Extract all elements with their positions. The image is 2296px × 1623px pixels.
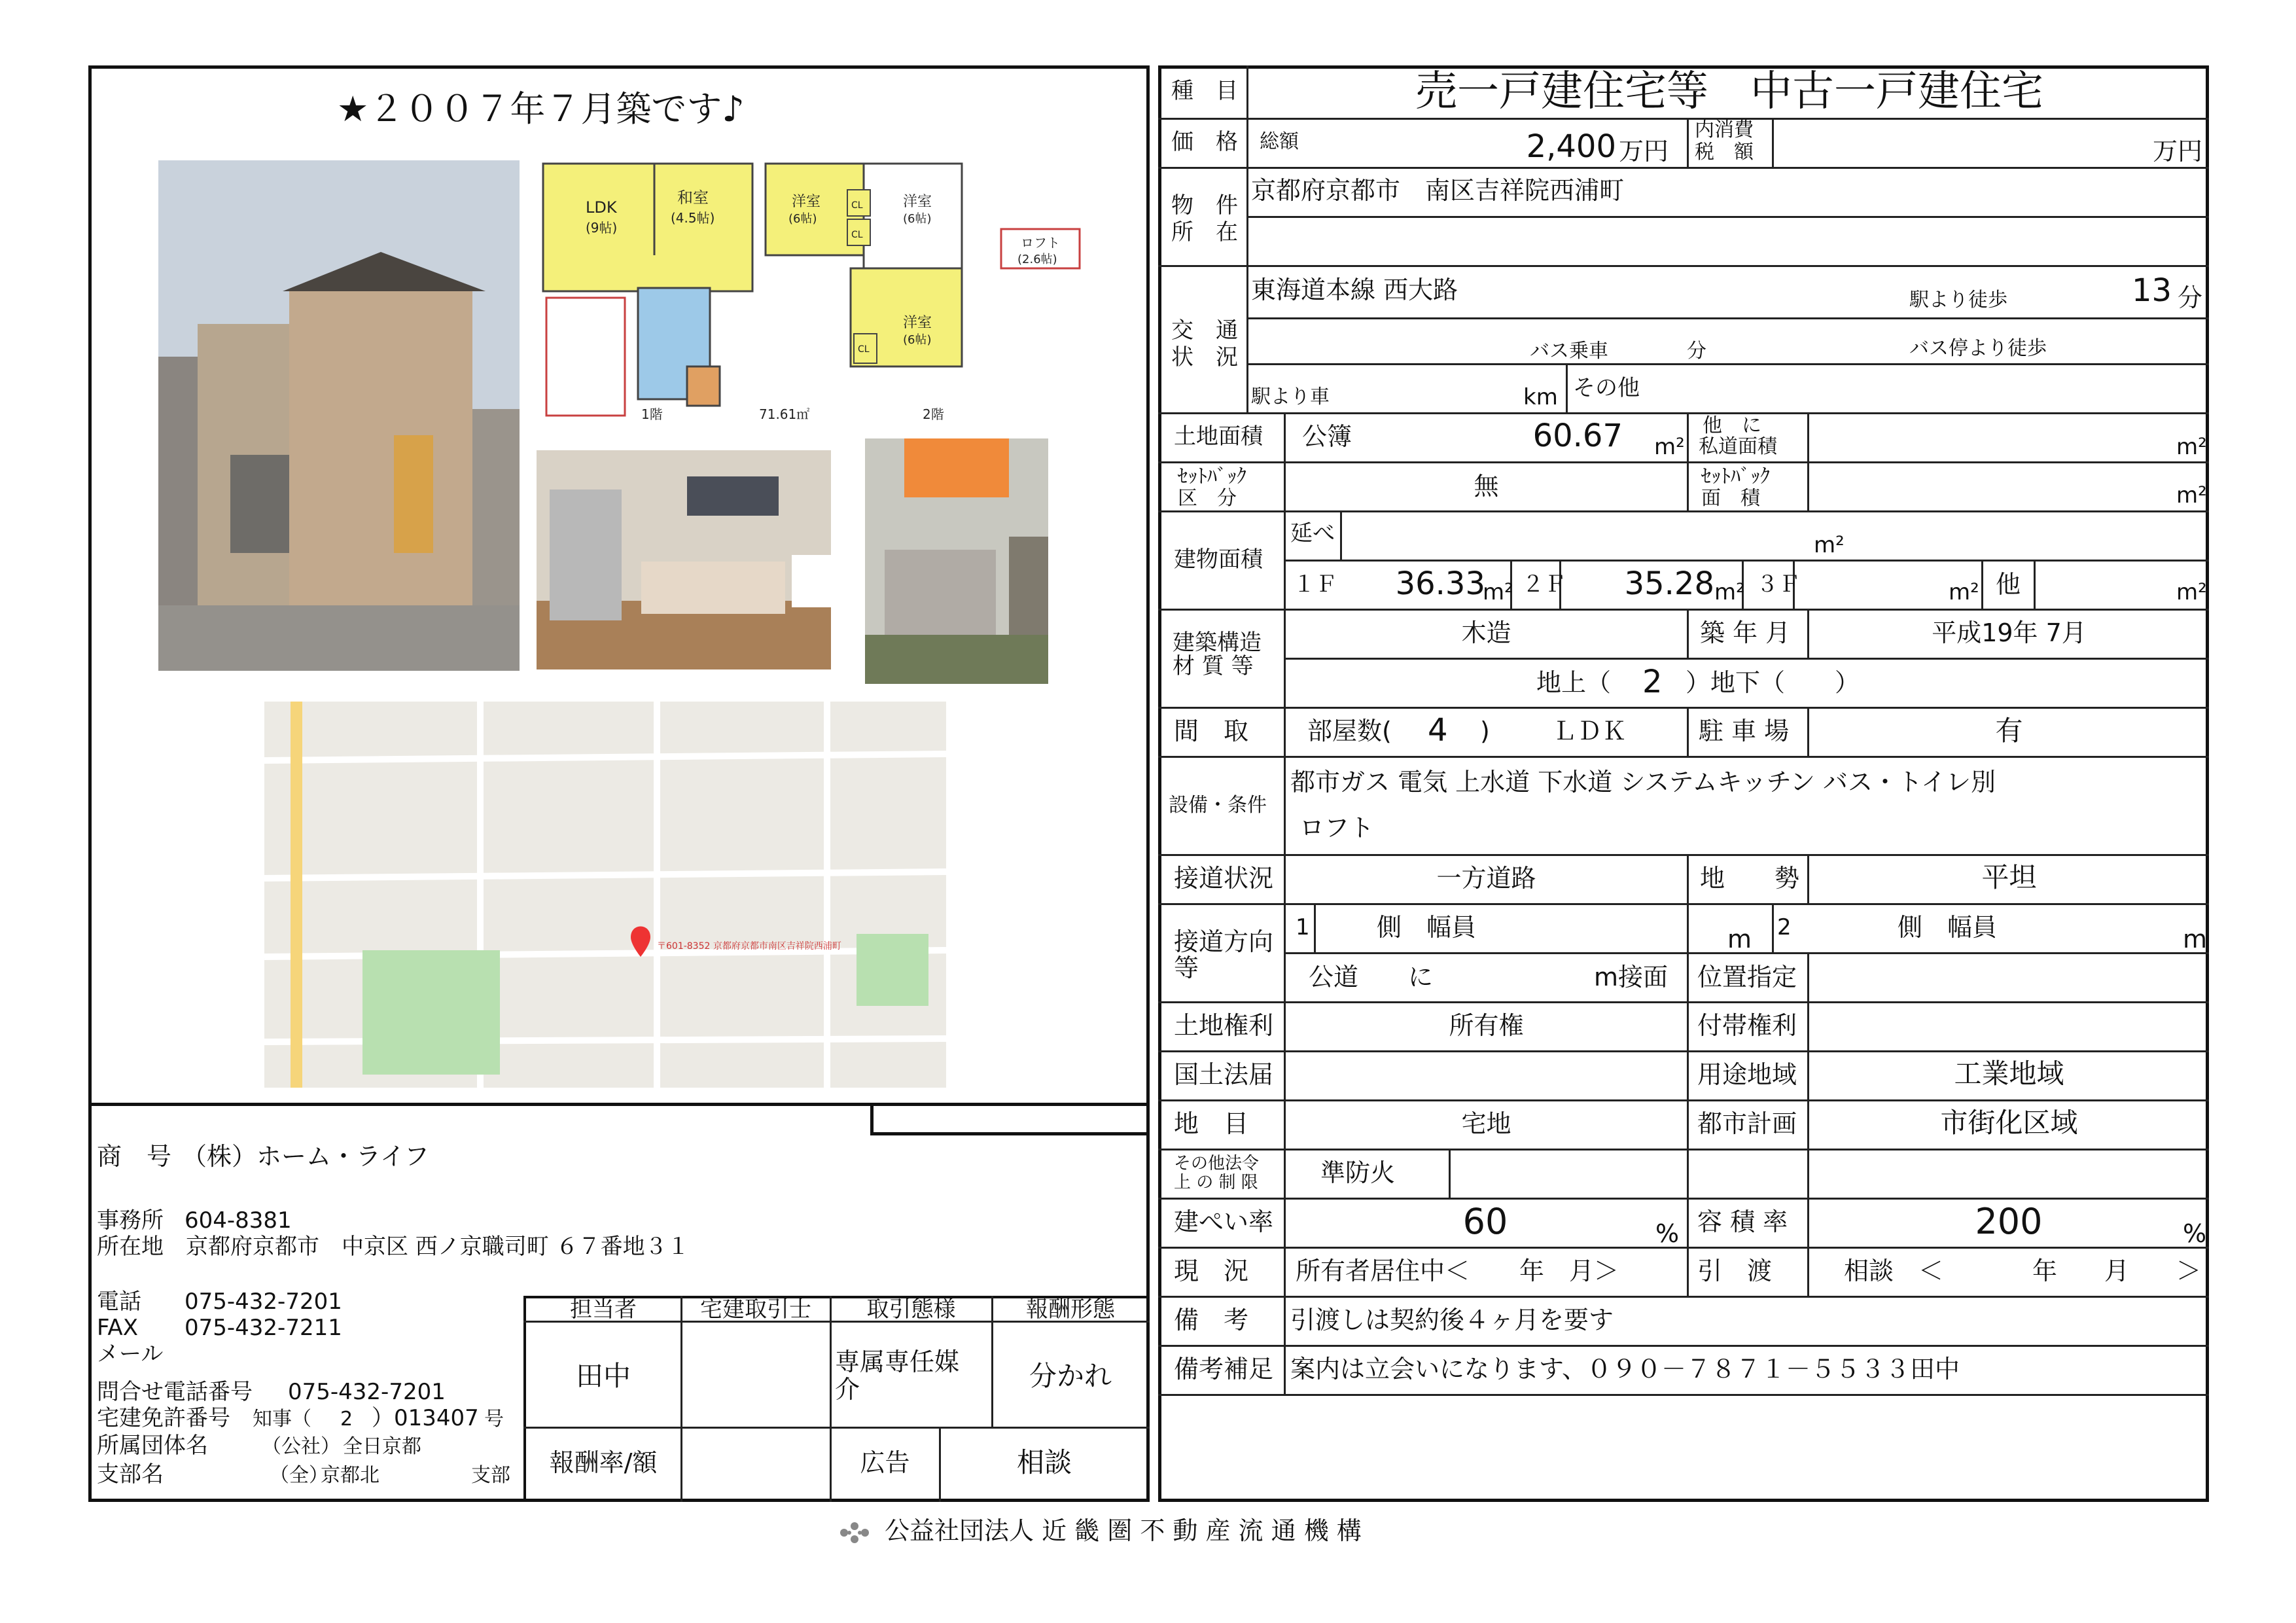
plan-yoshitsu-2: 洋室 <box>903 194 932 210</box>
agent-tanto: 田中 <box>575 1360 631 1392</box>
office-postal: 604-8381 <box>185 1207 292 1234</box>
license-num: 2 <box>340 1408 353 1431</box>
kokudo-label: 国土法届 <box>1174 1060 1274 1089</box>
floor-plan <box>540 157 1083 432</box>
ad-label: 広告 <box>860 1448 910 1477</box>
f1-m2: m² <box>1483 579 1513 605</box>
price-unit: 万円 <box>1619 137 1669 166</box>
kenpei-value: 60 <box>1462 1201 1508 1242</box>
branch-kind: （全） <box>270 1464 328 1487</box>
built-value: 平成19年 7月 <box>1932 618 2087 647</box>
setsumen-label: m接面 <box>1594 963 1669 991</box>
genkyo-value: 所有者居住中＜ 年 月＞ <box>1296 1257 1619 1285</box>
license-post: ）013407 <box>372 1405 479 1431</box>
office-address: 京都府京都市 中京区 西ノ京職司町 ６７番地３１ <box>186 1234 690 1260</box>
tax-label-2: 税 額 <box>1695 141 1754 164</box>
hikiwatashi-2: 年 <box>2032 1257 2058 1285</box>
traffic-label: 交 通 状 況 <box>1171 317 1238 370</box>
toshi-value: 市街化区域 <box>1940 1107 2078 1139</box>
dir2-side: 側 幅員 <box>1898 913 1998 942</box>
biko2-value: 案内は立会いになります、０９０－７８７１－５５３３田中 <box>1290 1355 1960 1383</box>
location-value: 京都府京都市 南区吉祥院西浦町 <box>1251 176 1625 205</box>
agent-header-tanto: 担当者 <box>570 1296 637 1323</box>
floors-up: 2 <box>1642 664 1663 700</box>
setback-area-label: ｾｯﾄﾊﾞｯｸ 面 積 <box>1701 465 1770 510</box>
hikiwatashi-label: 引 渡 <box>1697 1257 1773 1285</box>
plan-cl-2: CL <box>851 230 863 240</box>
trade-name: （株）ホーム・ライフ <box>182 1142 429 1171</box>
other-law-label: その他法令 上 の 制 限 <box>1174 1154 1260 1192</box>
footer-organization: 公益社団法人 近 畿 圏 不 動 産 流 通 機 構 <box>885 1516 1362 1545</box>
kenpei-percent: % <box>1655 1219 1680 1248</box>
tax-unit: 万円 <box>2153 137 2203 166</box>
other-floor-label: 他 <box>1996 570 2021 599</box>
office-label: 事務所 <box>97 1207 164 1234</box>
parking-label: 駐 車 場 <box>1699 717 1790 745</box>
branch-suffix: 支部 <box>471 1464 510 1487</box>
road-value: 一方道路 <box>1436 864 1536 893</box>
traffic-line: 東海道本線 西大路 <box>1251 276 1458 304</box>
fax-value: 075-432-7211 <box>185 1315 342 1341</box>
price-value: 2,400 <box>1526 128 1616 165</box>
f1-label: １Ｆ <box>1293 571 1337 597</box>
fax-label: FAX <box>97 1315 138 1341</box>
trade-label: 商 号 <box>97 1142 172 1171</box>
hikiwatashi-4: ＞ <box>2176 1257 2202 1285</box>
f2-label: ２Ｆ <box>1522 571 1566 597</box>
nobe-m2: m² <box>1814 532 1845 558</box>
road-label: 接道状況 <box>1174 864 1274 893</box>
madori-label: 間 取 <box>1174 717 1249 745</box>
car-km: km <box>1523 384 1558 410</box>
bus-fun: 分 <box>1687 340 1706 363</box>
hikiwatashi-1: 相談 ＜ <box>1844 1257 1944 1285</box>
dir1-m: m <box>1727 925 1752 954</box>
location-map[interactable] <box>264 702 946 1088</box>
setback-value: 無 <box>1474 472 1499 501</box>
mail-label: メール <box>97 1341 164 1367</box>
equip-label: 設備・条件 <box>1169 794 1267 817</box>
other-law-value: 準防火 <box>1320 1158 1396 1187</box>
dir1-num: 1 <box>1296 914 1310 940</box>
setback-label: ｾｯﾄﾊﾞｯｸ 区 分 <box>1178 465 1246 510</box>
floors-pre: 地上（ <box>1536 668 1612 697</box>
dir-label: 接道方向 等 <box>1174 927 1274 982</box>
license-pre: 知事（ <box>253 1408 311 1431</box>
org-name: 全日京都 <box>343 1435 421 1458</box>
busstop-label: バス停より徒歩 <box>1909 337 2047 360</box>
land-label: 土地面積 <box>1174 423 1263 450</box>
youto-label: 用途地域 <box>1697 1060 1797 1089</box>
private-road-m2: m² <box>2176 434 2207 460</box>
terrain-value: 平坦 <box>1981 861 2037 893</box>
plan-washitsu: 和室 <box>677 188 709 207</box>
plan-loft-size: (2.6帖) <box>1017 253 1057 266</box>
kitchen-photo <box>537 450 831 669</box>
parking-value: 有 <box>1995 715 2023 747</box>
built-label: 築 年 月 <box>1700 618 1791 647</box>
address-label: 所在地 <box>97 1234 164 1260</box>
plan-washitsu-size: (4.5帖) <box>671 210 715 226</box>
inquiry-tel: 075-432-7201 <box>288 1379 446 1405</box>
license-suffix: 号 <box>484 1408 504 1431</box>
exterior-photo <box>158 160 520 671</box>
fee-label: 報酬率/額 <box>549 1448 658 1477</box>
terrain-label: 地 勢 <box>1700 864 1800 893</box>
rooms-post: ) <box>1480 717 1490 745</box>
agent-housyu: 分かれ <box>1029 1360 1112 1392</box>
f3-label: ３Ｆ <box>1756 571 1801 597</box>
structure-value: 木造 <box>1461 618 1511 647</box>
futai-label: 付帯権利 <box>1697 1011 1797 1040</box>
toshi-label: 都市計画 <box>1697 1109 1797 1138</box>
plan-yoshitsu-1: 洋室 <box>792 194 821 210</box>
org-kind: （公社） <box>262 1435 340 1458</box>
land-area: 60.67 <box>1532 418 1623 454</box>
map-pin-label: 〒601-8352 京都府京都市南区吉祥院西浦町 <box>657 941 841 952</box>
f2-value: 35.28 <box>1624 565 1714 602</box>
youto-value: 工業地域 <box>1954 1058 2064 1090</box>
private-road-1: 他 に <box>1703 414 1761 437</box>
yoseki-value: 200 <box>1975 1201 2043 1242</box>
floors-post: ）地下（ ） <box>1686 668 1860 697</box>
agent-header-taiyo: 取引態様 <box>866 1296 956 1323</box>
private-road-2: 私道面積 <box>1699 435 1777 458</box>
koubo-label: 公簿 <box>1302 422 1352 451</box>
agent-header-torihikishi: 宅建取引士 <box>700 1296 811 1323</box>
plan-ldk: LDK <box>586 198 617 217</box>
dir2-num: 2 <box>1777 914 1792 940</box>
org-label: 所属団体名 <box>97 1433 208 1459</box>
nobe-label: 延べ <box>1290 520 1335 546</box>
rooms-pre: 部屋数( <box>1307 717 1392 745</box>
headline: ★２００７年７月築です♪ <box>337 88 745 130</box>
plan-cl-1: CL <box>851 200 863 211</box>
type-label: 種 目 <box>1171 78 1238 104</box>
biko-label: 備 考 <box>1174 1306 1249 1334</box>
divider-tab <box>870 1103 1150 1135</box>
tel-value: 075-432-7201 <box>185 1289 342 1315</box>
hikiwatashi-3: 月 <box>2104 1257 2130 1285</box>
branch-name: 京都北 <box>321 1464 380 1487</box>
equip-line-2: ロフト <box>1299 813 1375 842</box>
biko-value: 引渡しは契約後４ヶ月を要す <box>1290 1306 1614 1334</box>
total-label: 総額 <box>1260 130 1299 153</box>
ichi-label: 位置指定 <box>1697 963 1797 991</box>
land-right-label: 土地権利 <box>1174 1011 1274 1040</box>
building-label: 建物面積 <box>1174 546 1263 573</box>
walk-min: 13 <box>2132 272 2172 309</box>
organization-logo-icon <box>836 1518 873 1547</box>
land-m2: m² <box>1654 434 1685 460</box>
inquiry-label: 問合せ電話番号 <box>97 1379 253 1405</box>
dir2-m: m <box>2183 925 2208 954</box>
location-label: 物 件 所 在 <box>1171 192 1238 245</box>
plan-yoshitsu-3: 洋室 <box>903 315 932 331</box>
ad-value: 相談 <box>1016 1446 1072 1478</box>
branch-label: 支部名 <box>97 1461 164 1488</box>
ldk-label: ＬＤＫ <box>1552 717 1627 745</box>
chimoku-label: 地 目 <box>1174 1109 1249 1138</box>
equip-line-1: 都市ガス 電気 上水道 下水道 システムキッチン バス・トイレ別 <box>1290 768 1996 796</box>
chimoku-value: 宅地 <box>1461 1109 1511 1138</box>
land-right-value: 所有権 <box>1449 1011 1524 1040</box>
kodo-label: 公道 に <box>1309 963 1434 991</box>
plan-floor2: 2階 <box>923 406 944 422</box>
other-label: その他 <box>1573 375 1640 401</box>
license-label: 宅建免許番号 <box>97 1405 230 1431</box>
plan-loft: ロフト <box>1021 235 1060 251</box>
other-floor-m2: m² <box>2176 579 2207 605</box>
plan-cl-3: CL <box>858 344 870 355</box>
price-label: 価 格 <box>1171 129 1238 155</box>
genkyo-label: 現 況 <box>1174 1257 1249 1285</box>
car-label: 駅より車 <box>1251 385 1330 408</box>
walk-fun: 分 <box>2178 283 2203 312</box>
dir1-side: 側 幅員 <box>1377 913 1477 942</box>
plan-yoshitsu-3-size: (6帖) <box>903 333 932 347</box>
kenpei-label: 建ぺい率 <box>1174 1207 1274 1236</box>
rooms-count: 4 <box>1428 712 1448 749</box>
plan-yoshitsu-2-size: (6帖) <box>903 212 932 226</box>
room-photo <box>865 438 1048 684</box>
tax-label-1: 内消費 <box>1695 118 1754 141</box>
agent-torihiki-line2: 介 <box>835 1375 860 1404</box>
f3-m2: m² <box>1949 579 1979 605</box>
plan-yoshitsu-1-size: (6帖) <box>788 212 817 226</box>
plan-area: 71.61㎡ <box>759 406 810 422</box>
bus-label: バス乗車 <box>1530 340 1608 363</box>
f2-m2: m² <box>1714 579 1745 605</box>
f1-value: 36.33 <box>1395 565 1485 602</box>
type-value: 売一戸建住宅等 中古一戸建住宅 <box>1415 67 2043 116</box>
agent-torihiki-line1: 専属専任媒 <box>835 1347 960 1376</box>
structure-label: 建築構造 材 質 等 <box>1173 630 1262 679</box>
yoseki-label: 容 積 率 <box>1697 1207 1788 1236</box>
setback-area-m2: m² <box>2176 482 2207 508</box>
biko2-label: 備考補足 <box>1174 1355 1274 1383</box>
plan-ldk-size: (9帖) <box>586 220 618 236</box>
tel-label: 電話 <box>97 1289 141 1315</box>
yoseki-percent: % <box>2183 1219 2207 1248</box>
plan-floor1: 1階 <box>641 406 663 422</box>
agent-header-keitai: 報酬形態 <box>1026 1296 1115 1323</box>
walk-label: 駅より徒歩 <box>1909 289 2007 312</box>
